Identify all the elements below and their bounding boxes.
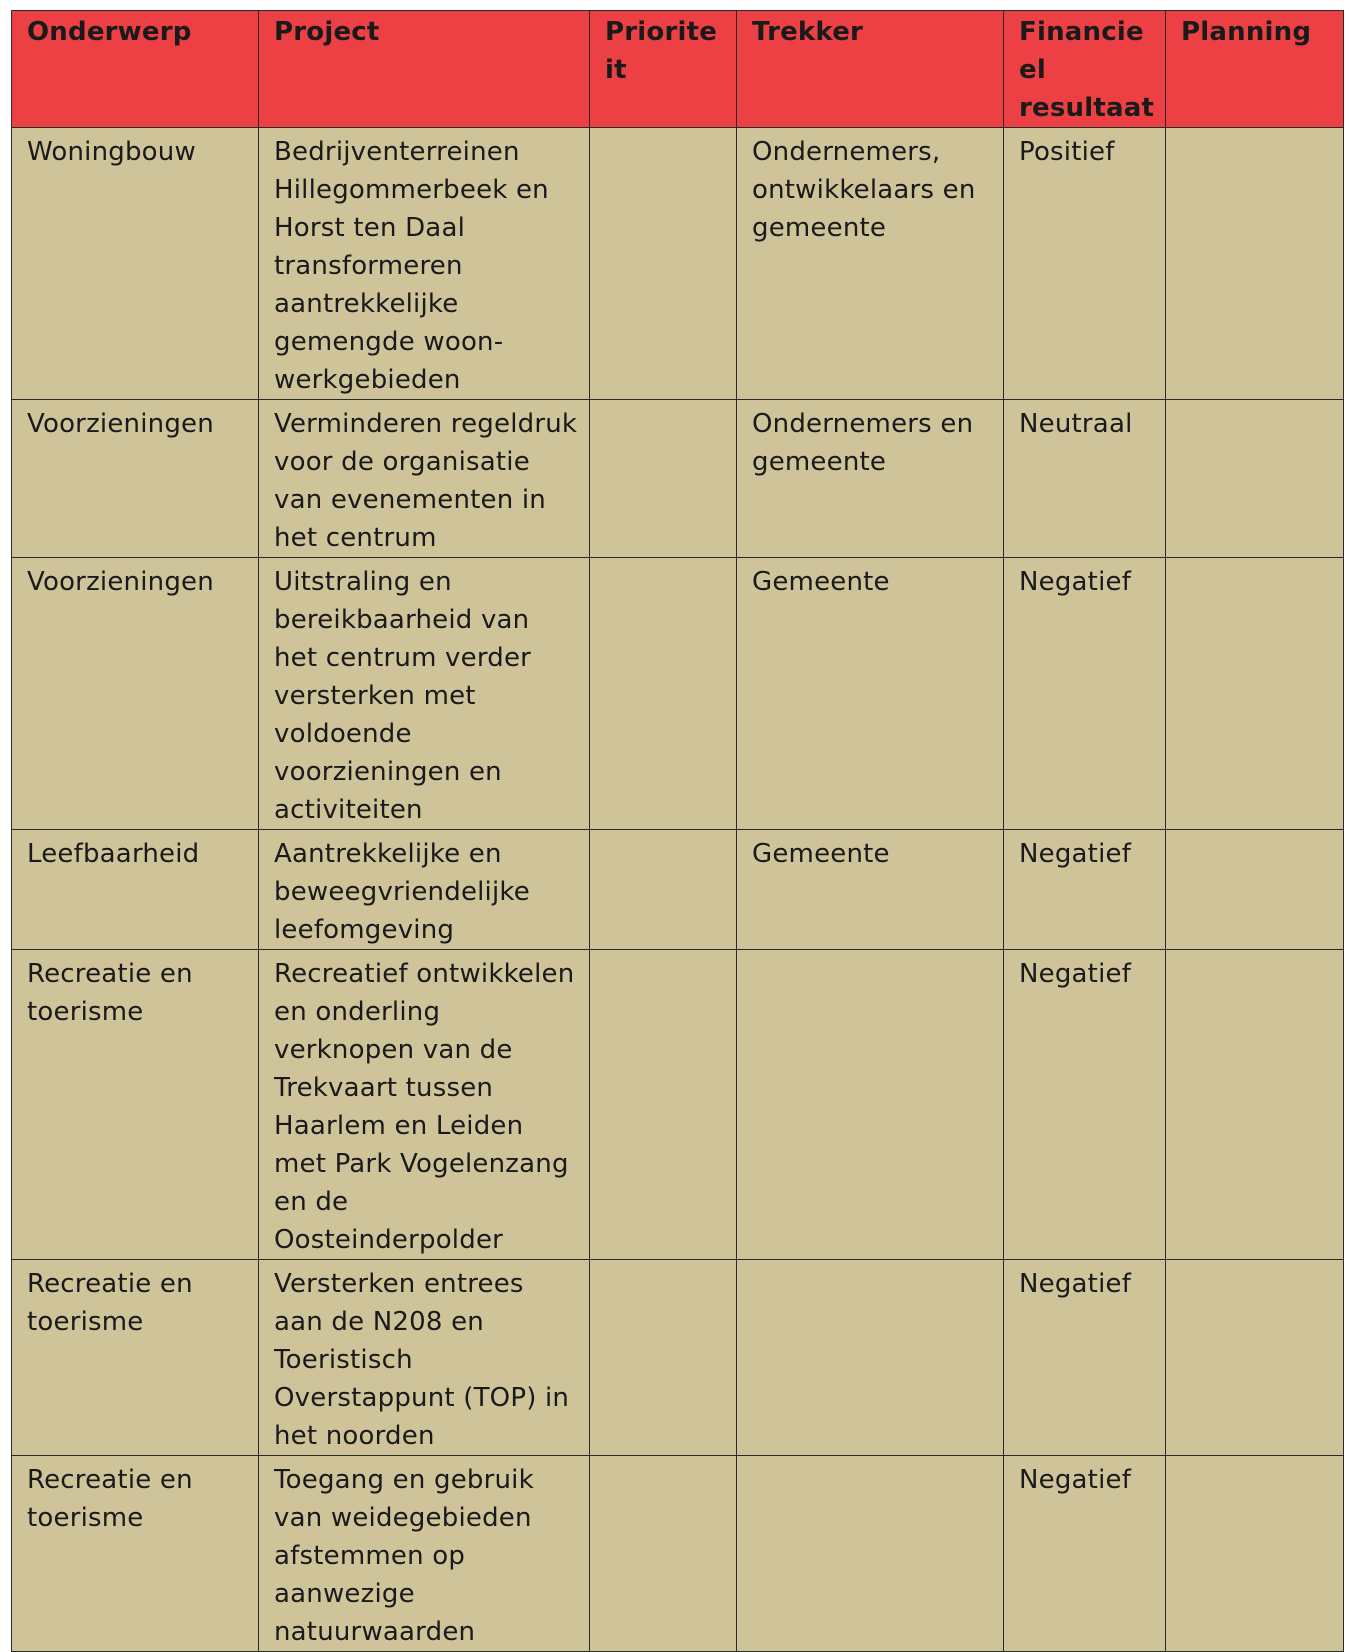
cell-planning [1166,558,1344,830]
cell-prioriteit [590,558,737,830]
header-trekker: Trekker [737,11,1004,128]
cell-trekker: Gemeente [737,830,1004,950]
header-planning: Planning [1166,11,1344,128]
cell-planning [1166,400,1344,558]
projects-table [11,10,1344,1652]
table-row [12,950,1344,1260]
table-row [12,1456,1344,1652]
cell-project: Toegang en gebruik van weidegebieden afstemmen op aanwezige natuurwaarden [259,1456,590,1652]
cell-financieel-resultaat: Negatief [1004,830,1166,950]
table-row [12,1260,1344,1456]
cell-planning [1166,1456,1344,1652]
cell-project: Uitstraling en bereikbaarheid van het centrum verder versterken met voldoende voorzieningen en activiteiten [259,558,590,830]
cell-onderwerp: Leefbaarheid [12,830,259,950]
header-prioriteit: Prioriteit [590,11,737,128]
cell-prioriteit [590,1260,737,1456]
cell-trekker: Ondernemers en gemeente [737,400,1004,558]
cell-onderwerp: Recreatie en toerisme [12,1260,259,1456]
cell-financieel-resultaat: Negatief [1004,950,1166,1260]
cell-prioriteit [590,128,737,400]
cell-financieel-resultaat: Negatief [1004,1456,1166,1652]
header-onderwerp: Onderwerp [12,11,259,128]
cell-project: Verminderen regeldruk voor de organisatie van evenementen in het centrum [259,400,590,558]
cell-planning [1166,830,1344,950]
cell-onderwerp: Voorzieningen [12,400,259,558]
cell-onderwerp: Woningbouw [12,128,259,400]
cell-trekker [737,1260,1004,1456]
table-row [12,128,1344,400]
cell-trekker [737,1456,1004,1652]
cell-onderwerp: Voorzieningen [12,558,259,830]
cell-prioriteit [590,830,737,950]
cell-trekker [737,950,1004,1260]
cell-prioriteit [590,950,737,1260]
header-project: Project [259,11,590,128]
cell-financieel-resultaat: Neutraal [1004,400,1166,558]
table-row [12,830,1344,950]
cell-onderwerp: Recreatie en toerisme [12,1456,259,1652]
cell-project: Versterken entrees aan de N208 en Toeristisch Overstappunt (TOP) in het noorden [259,1260,590,1456]
cell-financieel-resultaat: Negatief [1004,558,1166,830]
cell-financieel-resultaat: Positief [1004,128,1166,400]
cell-trekker: Gemeente [737,558,1004,830]
cell-project: Bedrijventerreinen Hillegommerbeek en Horst ten Daal transformeren aantrekkelijke gemengde woon-werkgebieden [259,128,590,400]
cell-financieel-resultaat: Negatief [1004,1260,1166,1456]
cell-prioriteit [590,1456,737,1652]
header-financieel-resultaat: Financieel resultaat [1004,11,1166,128]
table-row [12,558,1344,830]
cell-prioriteit [590,400,737,558]
cell-planning [1166,1260,1344,1456]
table-row [12,400,1344,558]
header-row [12,11,1344,128]
cell-planning [1166,128,1344,400]
cell-planning [1166,950,1344,1260]
cell-project: Recreatief ontwikkelen en onderling verknopen van de Trekvaart tussen Haarlem en Leiden met Park Vogelenzang en de Oosteinderpolder [259,950,590,1260]
cell-trekker: Ondernemers, ontwikkelaars en gemeente [737,128,1004,400]
cell-onderwerp: Recreatie en toerisme [12,950,259,1260]
cell-project: Aantrekkelijke en beweegvriendelijke leefomgeving [259,830,590,950]
